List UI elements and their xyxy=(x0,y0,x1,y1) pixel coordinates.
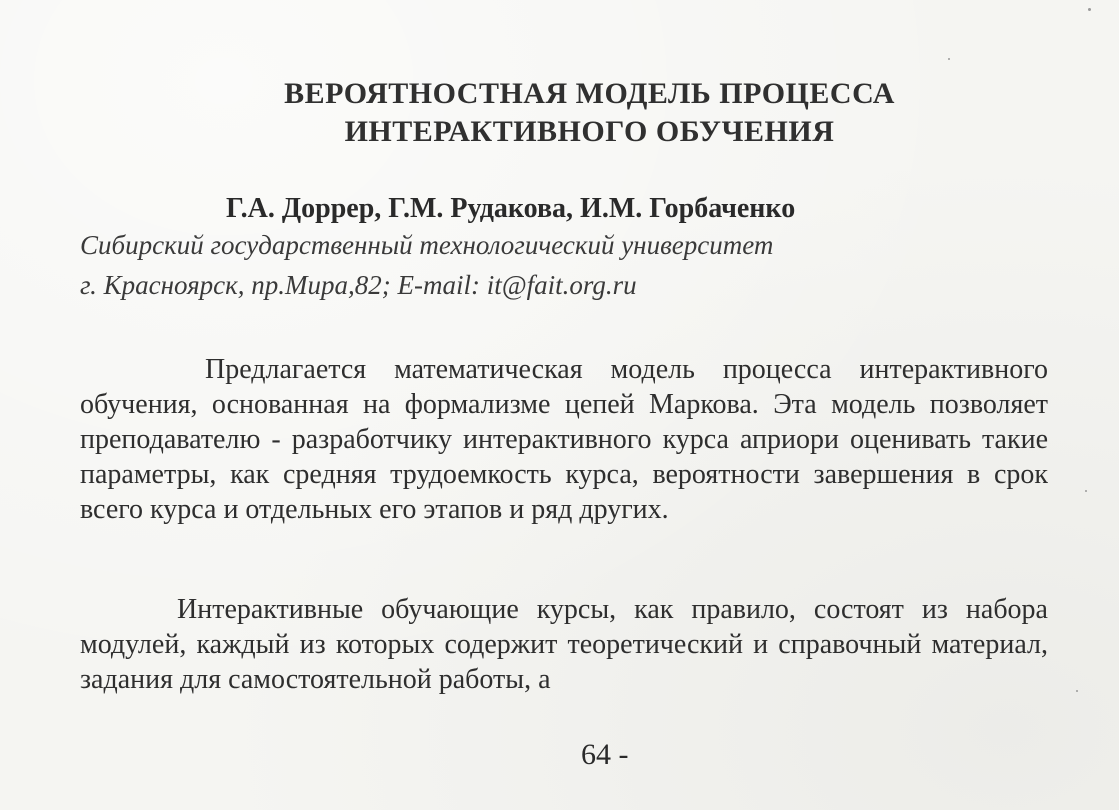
document-title-line-2: ИНТЕРАКТИВНОГО ОБУЧЕНИЯ xyxy=(344,115,835,148)
document-title-line-1: ВЕРОЯТНОСТНАЯ МОДЕЛЬ ПРОЦЕССА xyxy=(284,77,895,110)
address: г. Красноярск, пр.Мира,82; E-mail: it@fait.org.ru xyxy=(80,270,637,300)
abstract-paragraph: Предлагается математическая модель процесса интерактивного обучения, основанная на формализме цепей Маркова. Эта модель позволяет преподавателю - разработчику интерактивного курса априори оценивать такие параметры, как средняя трудоемкость курса, вероятности завершения в срок всего курса и отдельных его этапов и ряд других. xyxy=(80,354,1048,525)
scan-speck xyxy=(1088,8,1091,11)
scan-speck xyxy=(1076,690,1078,692)
page-number: 64 - xyxy=(581,738,629,771)
scan-speck xyxy=(948,58,950,60)
body-paragraph: Интерактивные обучающие курсы, как правило, состоят из набора модулей, каждый из которых содержит теоретический и справочный материал, задания для самостоятельной работы, а xyxy=(80,594,1048,695)
authors: Г.А. Доррер, Г.М. Рудакова, И.М. Горбаченко xyxy=(226,193,796,224)
scan-speck xyxy=(1085,490,1087,492)
affiliation: Сибирский государственный технологический университет xyxy=(80,230,774,260)
